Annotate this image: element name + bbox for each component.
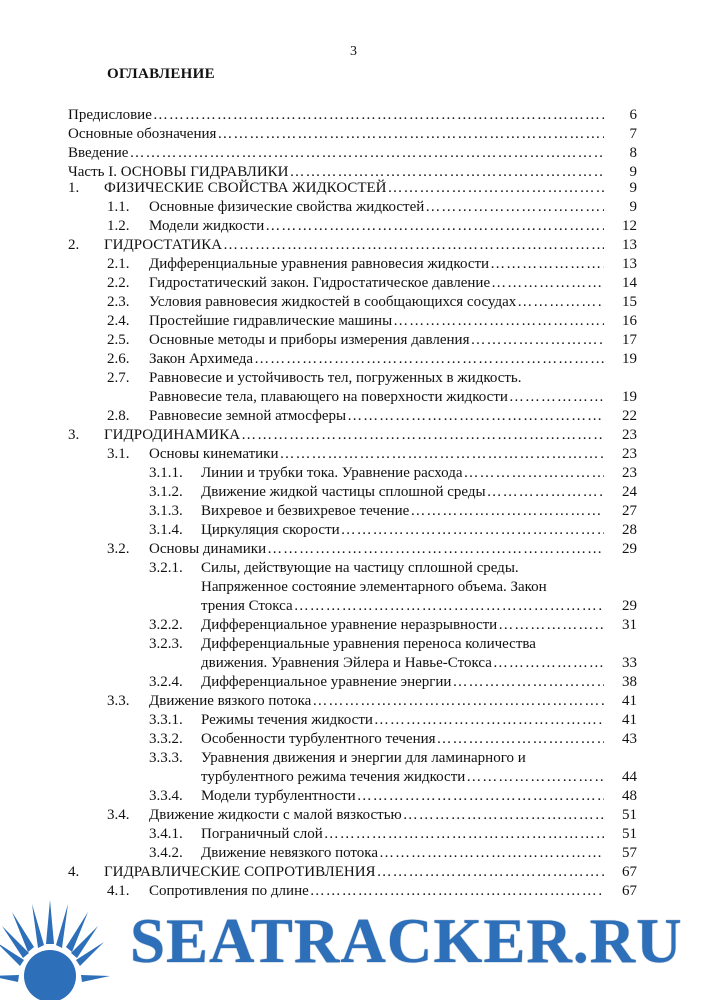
toc-entry-number: 1. — [68, 180, 80, 196]
toc-entry-title: трения Стокса — [201, 598, 293, 614]
toc-entry-page: 29 — [622, 598, 637, 614]
toc-entry-number: 2. — [68, 237, 80, 253]
toc-entry-page: 41 — [622, 693, 637, 709]
toc-entry-title: Движение жидкой частицы сплошной среды — [201, 484, 486, 500]
toc-entry-number: 3.3. — [107, 693, 130, 709]
toc-entry-title: Циркуляция скорости — [201, 522, 340, 538]
toc-entry-page: 6 — [629, 107, 637, 123]
toc-entry-title: Основы кинематики — [149, 446, 279, 462]
toc-entry-page: 23 — [622, 446, 637, 462]
toc-entry-number: 3.3.4. — [149, 788, 183, 804]
toc-entry-page: 23 — [622, 465, 637, 481]
toc-entry-number: 2.8. — [107, 408, 130, 424]
toc-entry-number: 2.7. — [107, 370, 130, 386]
toc-entry-page: 9 — [629, 164, 637, 180]
toc-entry-number: 3.4.2. — [149, 845, 183, 861]
toc-entry-title: ФИЗИЧЕСКИЕ СВОЙСТВА ЖИДКОСТЕЙ — [104, 180, 387, 196]
toc-entry-page: 28 — [622, 522, 637, 538]
toc-entry-number: 3.3.1. — [149, 712, 183, 728]
toc-entry-page: 13 — [622, 237, 637, 253]
toc-entry-title: Уравнения движения и энергии для ламинарного и — [201, 750, 526, 766]
toc-entry-title: Предисловие — [68, 107, 152, 123]
toc-entry-title: Дифференциальные уравнения переноса количества — [201, 636, 536, 652]
toc-entry-number: 3.1.2. — [149, 484, 183, 500]
toc-entry-page: 44 — [622, 769, 637, 785]
toc-entry-title: Дифференциальное уравнение энергии — [201, 674, 452, 690]
toc-entry-title: Основные методы и приборы измерения давления — [149, 332, 470, 348]
toc-entry-number: 3.3.3. — [149, 750, 183, 766]
toc-entry-page: 17 — [622, 332, 637, 348]
toc-leader-dots — [437, 730, 604, 749]
toc-leader-dots — [377, 863, 604, 882]
toc-leader-dots — [347, 407, 604, 426]
toc-entry-number: 3.4. — [107, 807, 130, 823]
toc-entry-number: 1.1. — [107, 199, 130, 215]
toc-entry-page: 38 — [622, 674, 637, 690]
toc-leader-dots — [425, 198, 604, 217]
toc-leader-dots — [393, 312, 604, 331]
toc-entry-number: 3.2. — [107, 541, 130, 557]
page-title: ОГЛАВЛЕНИЕ — [107, 66, 215, 82]
toc-entry-number: 3.2.1. — [149, 560, 183, 576]
toc-entry-title: ГИДРАВЛИЧЕСКИЕ СОПРОТИВЛЕНИЯ — [104, 864, 376, 880]
toc-entry-number: 2.2. — [107, 275, 130, 291]
toc-entry-number: 2.6. — [107, 351, 130, 367]
toc-leader-dots — [374, 711, 604, 730]
toc-entry-number: 2.5. — [107, 332, 130, 348]
toc-leader-dots — [294, 597, 604, 616]
toc-leader-dots — [470, 331, 604, 350]
toc-entry-page: 43 — [622, 731, 637, 747]
toc-entry-title: Движение жидкости с малой вязкостью — [149, 807, 402, 823]
toc-entry-page: 13 — [622, 256, 637, 272]
toc-entry-page: 9 — [629, 180, 637, 196]
toc-entry-page: 57 — [622, 845, 637, 861]
toc-leader-dots — [267, 540, 604, 559]
toc-entry-number: 3.2.2. — [149, 617, 183, 633]
toc-leader-dots — [265, 217, 604, 236]
toc-entry-title: Пограничный слой — [201, 826, 323, 842]
toc-entry-page: 67 — [622, 883, 637, 899]
toc-entry-title: Вихревое и безвихревое течение — [201, 503, 410, 519]
toc-leader-dots — [388, 179, 605, 198]
toc-entry-page: 51 — [622, 807, 637, 823]
toc-entry-number: 3.3.2. — [149, 731, 183, 747]
toc-entry-title: Простейшие гидравлические машины — [149, 313, 393, 329]
toc-entry-title: движения. Уравнения Эйлера и Навье-Стокса — [201, 655, 492, 671]
toc-entry-number: 3.2.3. — [149, 636, 183, 652]
toc-entry-page: 27 — [622, 503, 637, 519]
toc-entry-page: 12 — [622, 218, 637, 234]
toc-entry-page: 33 — [622, 655, 637, 671]
toc-entry-title: ГИДРОДИНАМИКА — [104, 427, 241, 443]
toc-entry-title: Силы, действующие на частицу сплошной среды. — [201, 560, 519, 576]
toc-entry-title: Равновесие тела, плавающего на поверхности жидкости — [149, 389, 508, 405]
toc-leader-dots — [357, 787, 604, 806]
sun-icon — [0, 900, 110, 1000]
toc-leader-dots — [129, 144, 604, 163]
toc-entry-title: Дифференциальные уравнения равновесия жидкости — [149, 256, 490, 272]
toc-leader-dots — [410, 502, 604, 521]
toc-leader-dots — [491, 274, 604, 293]
toc-entry-number: 3.1. — [107, 446, 130, 462]
toc-leader-dots — [312, 692, 604, 711]
toc-entry-page: 16 — [622, 313, 637, 329]
toc-entry-number: 2.1. — [107, 256, 130, 272]
toc-entry-page: 23 — [622, 427, 637, 443]
toc-entry-title: Напряженное состояние элементарного объема. Закон — [201, 579, 547, 595]
toc-leader-dots — [487, 483, 604, 502]
toc-leader-dots — [493, 654, 604, 673]
toc-entry-number: 2.4. — [107, 313, 130, 329]
toc-entry-title: ГИДРОСТАТИКА — [104, 237, 223, 253]
toc-leader-dots — [490, 255, 604, 274]
toc-entry-page: 19 — [622, 351, 637, 367]
toc-entry-page: 15 — [622, 294, 637, 310]
toc-entry-title: Основы динамики — [149, 541, 267, 557]
toc-entry-title: Гидростатический закон. Гидростатическое давление — [149, 275, 491, 291]
toc-leader-dots — [324, 825, 604, 844]
toc-entry-number: 3.1.4. — [149, 522, 183, 538]
toc-leader-dots — [341, 521, 604, 540]
toc-entry-title: Режимы течения жидкости — [201, 712, 373, 728]
toc-leader-dots — [153, 106, 604, 125]
toc-entry-page: 22 — [622, 408, 637, 424]
toc-entry-page: 51 — [622, 826, 637, 842]
toc-entry-number: 2.3. — [107, 294, 130, 310]
toc-entry-number: 3.1.3. — [149, 503, 183, 519]
toc-leader-dots — [254, 350, 604, 369]
toc-entry-page: 8 — [629, 145, 637, 161]
toc-entry-number: 3.2.4. — [149, 674, 183, 690]
toc-leader-dots — [217, 125, 604, 144]
toc-entry-page: 29 — [622, 541, 637, 557]
toc-entry-page: 67 — [622, 864, 637, 880]
watermark-text: SEATRACKER.RU — [130, 906, 683, 976]
page-number: 3 — [350, 44, 357, 59]
toc-entry-page: 9 — [629, 199, 637, 215]
toc-entry-number: 4.1. — [107, 883, 130, 899]
toc-entry-title: Введение — [68, 145, 129, 161]
toc-leader-dots — [452, 673, 604, 692]
toc-entry-title: Часть I. ОСНОВЫ ГИДРАВЛИКИ — [68, 164, 289, 180]
toc-leader-dots — [466, 768, 604, 787]
toc-entry-number: 4. — [68, 864, 80, 880]
toc-entry-page: 24 — [622, 484, 637, 500]
toc-entry-number: 3. — [68, 427, 80, 443]
toc-entry-title: турбулентного режима течения жидкости — [201, 769, 466, 785]
toc-entry-title: Модели турбулентности — [201, 788, 356, 804]
toc-entry-title: Равновесие и устойчивость тел, погруженных в жидкость. — [149, 370, 522, 386]
toc-entry-title: Линии и трубки тока. Уравнение расхода — [201, 465, 463, 481]
toc-entry-title: Движение невязкого потока — [201, 845, 378, 861]
toc-leader-dots — [379, 844, 604, 863]
toc-entry-title: Закон Архимеда — [149, 351, 254, 367]
toc-entry-title: Равновесие земной атмосферы — [149, 408, 347, 424]
toc-entry-title: Основные обозначения — [68, 126, 217, 142]
toc-leader-dots — [498, 616, 604, 635]
toc-entry-page: 48 — [622, 788, 637, 804]
toc-entry-page: 14 — [622, 275, 637, 291]
toc-leader-dots — [403, 806, 604, 825]
toc-leader-dots — [280, 445, 605, 464]
toc-entry-title: Основные физические свойства жидкостей — [149, 199, 425, 215]
toc-entry-title: Движение вязкого потока — [149, 693, 312, 709]
toc-entry-number: 3.1.1. — [149, 465, 183, 481]
toc-entry-page: 41 — [622, 712, 637, 728]
toc-entry-number: 1.2. — [107, 218, 130, 234]
toc-leader-dots — [464, 464, 604, 483]
toc-entry-page: 7 — [629, 126, 637, 142]
toc-leader-dots — [223, 236, 604, 255]
toc-leader-dots — [241, 426, 604, 445]
toc-leader-dots — [517, 293, 604, 312]
toc-entry-page: 31 — [622, 617, 637, 633]
toc-entry-title: Условия равновесия жидкостей в сообщающихся сосудах — [149, 294, 517, 310]
toc-leader-dots — [509, 388, 604, 407]
toc-entry-title: Сопротивления по длине — [149, 883, 309, 899]
toc-entry-title: Модели жидкости — [149, 218, 265, 234]
toc-entry-title: Дифференциальное уравнение неразрывности — [201, 617, 498, 633]
toc-entry-number: 3.4.1. — [149, 826, 183, 842]
toc-entry-title: Особенности турбулентного течения — [201, 731, 436, 747]
toc-entry-page: 19 — [622, 389, 637, 405]
